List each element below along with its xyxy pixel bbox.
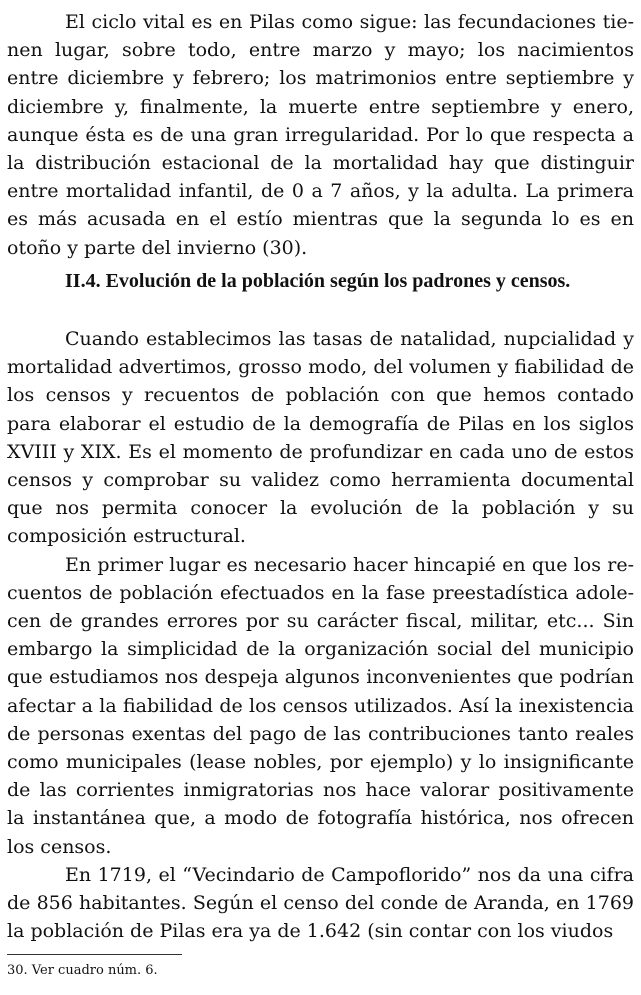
body-text-top <box>7 8 634 262</box>
section-heading: II.4. Evolución de la población según los padrones y censos. <box>65 270 571 292</box>
paragraph-censuses-intro: Cuando establecimos las tasas de natalidad, nupcialidad y mortalidad advertimos, grosso modo, del volumen y fiabilidad de los censos y recuentos de población con que hemos contado para elaborar el estudio de la demografía de Pilas en los siglos XVIII y XIX. Es el momento de profundizar en cada uno de estos censos y comprobar su validez como herramienta documental que nos permita conocer la evolución de la población y su composición estructural. <box>7 328 634 548</box>
paragraph-census-figures: En 1719, el “Vecindario de Campoflorido” nos da una cifra de 856 habitantes. Según el censo del conde de Aranda, en 1769 la población de Pilas era ya de 1.642 (sin contar con los viudos <box>7 863 634 943</box>
footnote-divider <box>7 954 182 955</box>
paragraph-census-reliability: En primer lugar es necesario hacer hincapié en que los recuentos de población efectuados en la fase preestadística adolecen de grandes errores por su carácter fiscal, militar, etc... Sin embargo la simplicidad de la organización social del municipio que estudiamos nos despeja algunos inconvenientes que podrían afectar a la fiabilidad de los censos utilizados. Así la inexistencia de personas exentas del pago de las contribuciones tanto reales como municipales (lease nobles, por ejemplo) y lo insignificante de las corrientes inmigratorias nos hace valorar positivamente la instantánea que, a modo de fotografía histórica, nos ofrecen los censos. <box>7 553 634 858</box>
footnote: 30. Ver cuadro núm. 6. <box>7 963 158 978</box>
paragraph-life-cycle: El ciclo vital es en Pilas como sigue: las fecundaciones tienen lugar, sobre todo, entre marzo y mayo; los nacimientos entre diciembre y febrero; los matrimonios entre septiembre y diciembre y, finalmente, la muerte entre septiembre y enero, aunque ésta es de una gran irregularidad. Por lo que respecta a la distribución estacional de la mortalidad hay que distinguir entre mortalidad infantil, de 0 a 7 años, y la adulta. La primera es más acusada en el estío mientras que la segunda lo es en otoño y parte del invierno (30). <box>7 11 634 259</box>
body-text-main <box>7 325 634 945</box>
